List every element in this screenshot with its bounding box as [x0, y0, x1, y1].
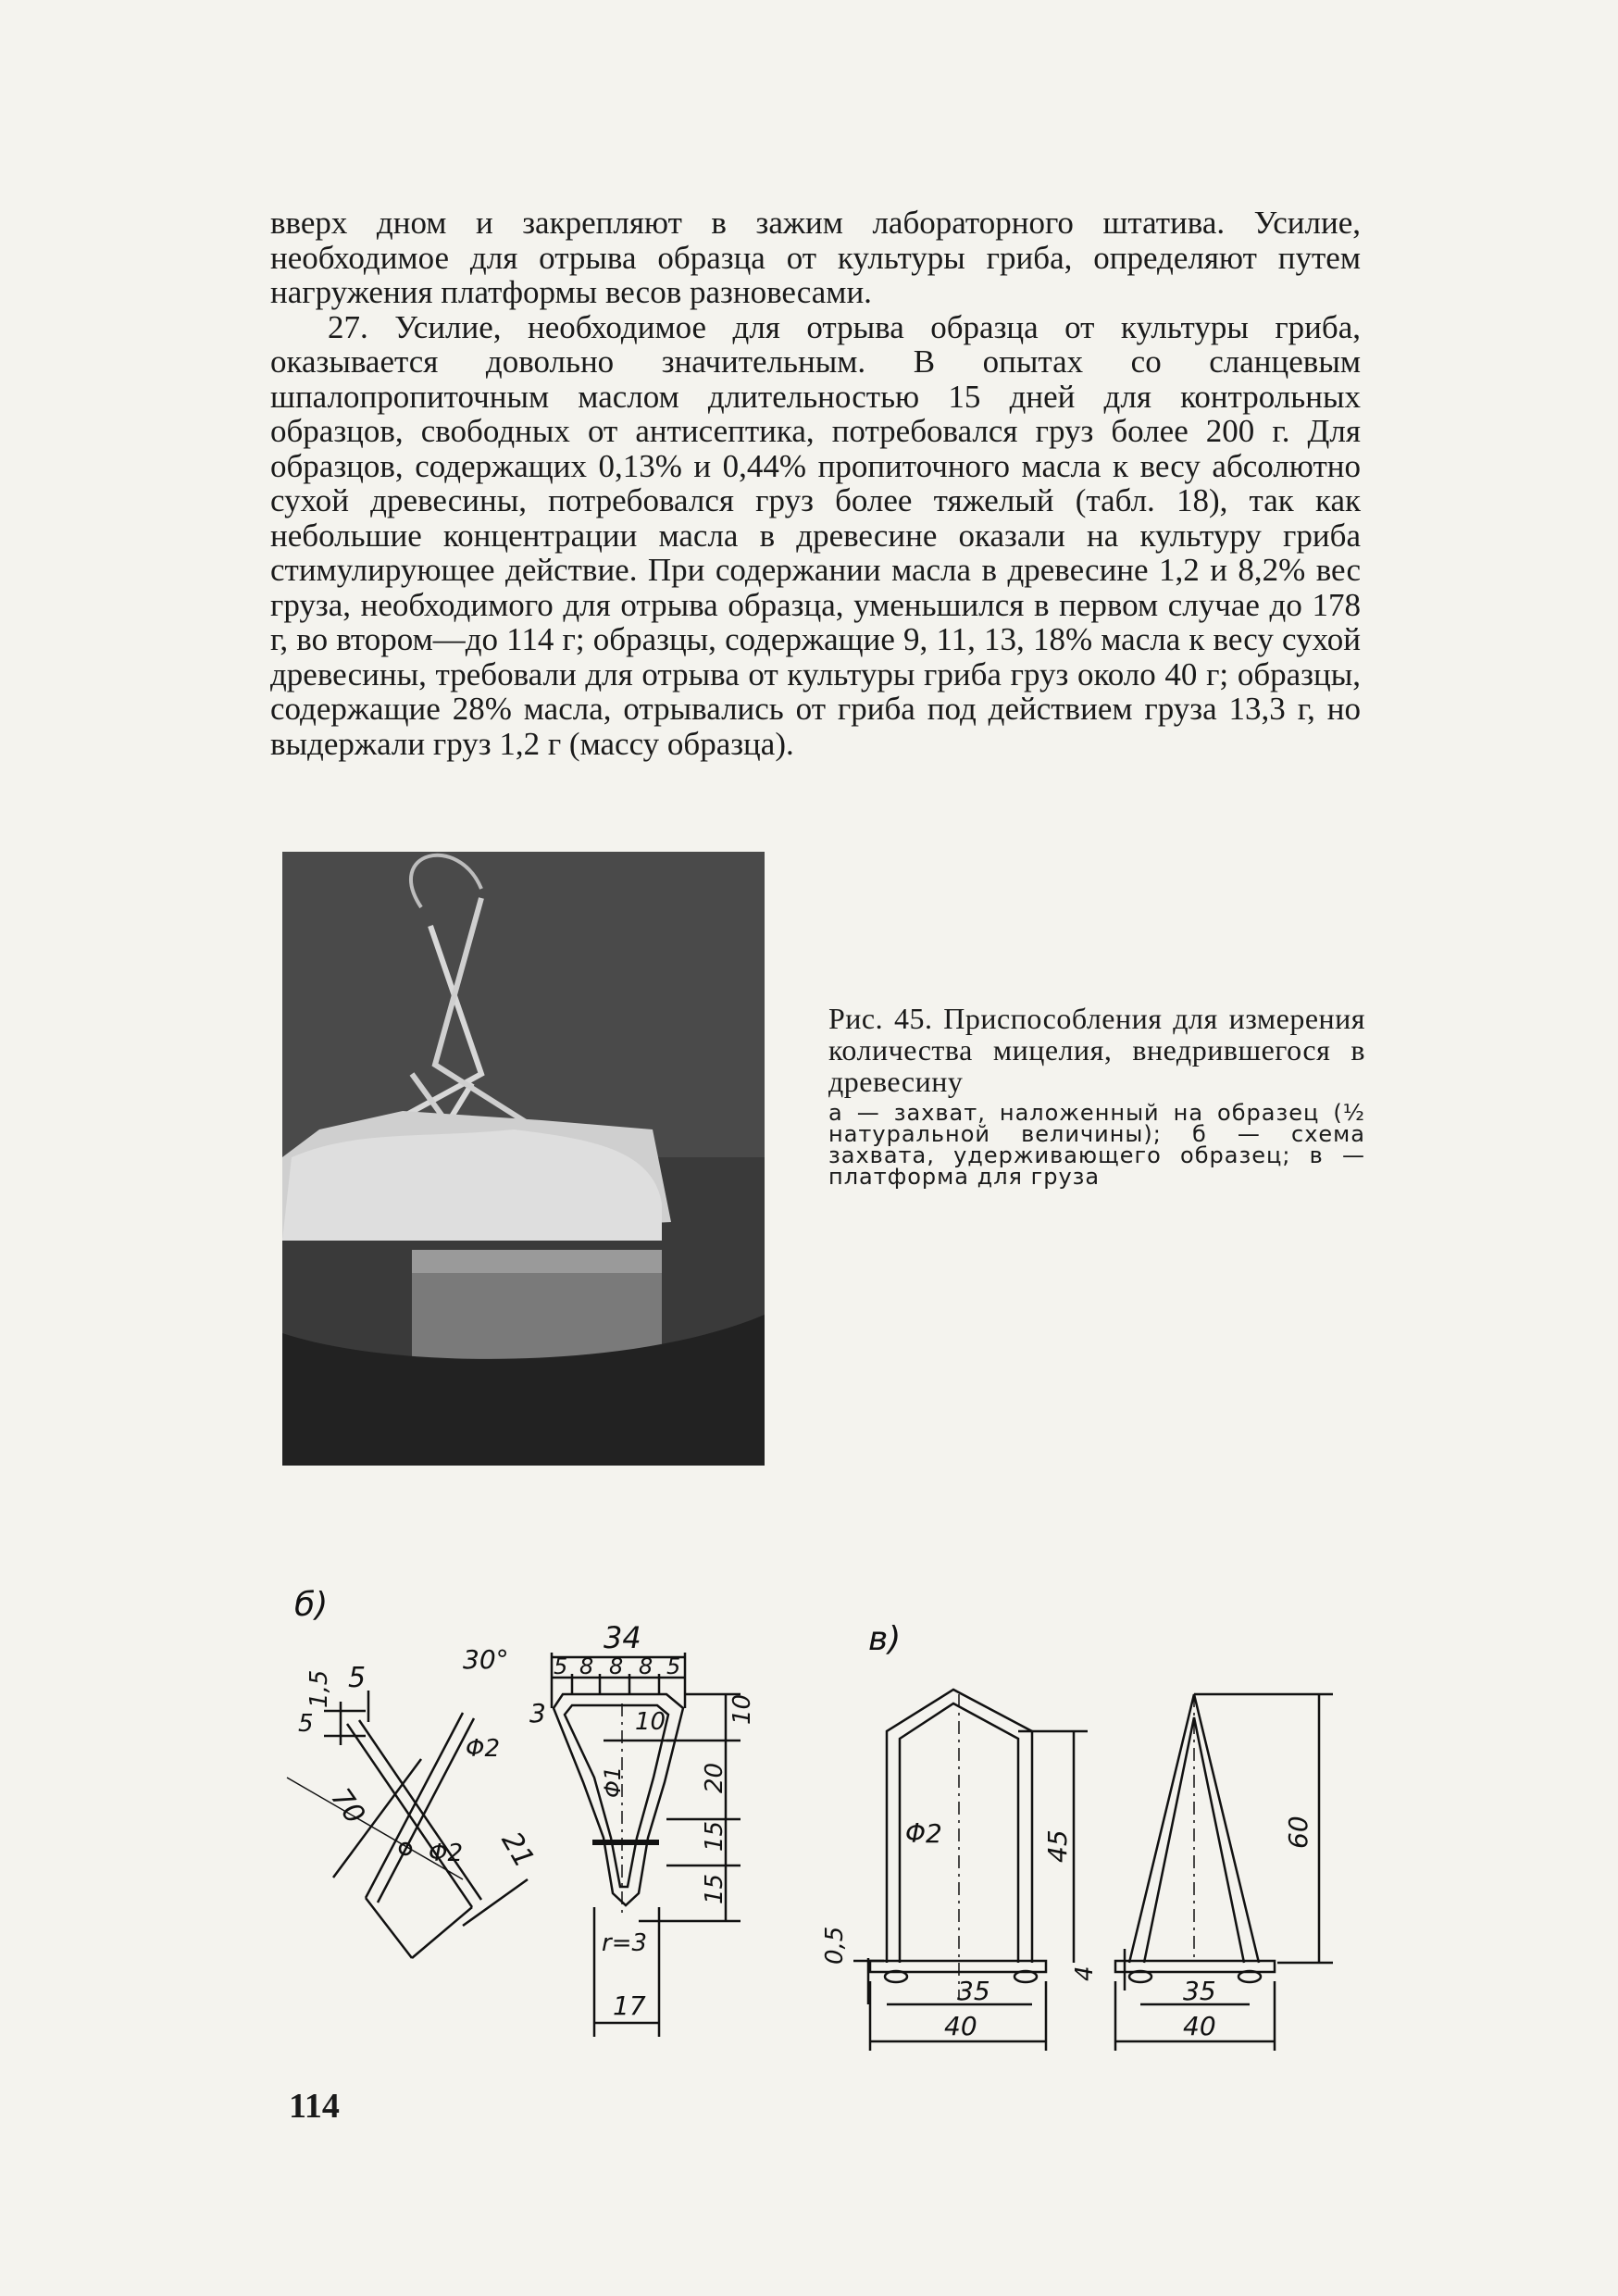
dim-label: 5	[298, 1710, 314, 1738]
dim-label: 17	[613, 1990, 646, 2021]
dim-label: Φ1	[600, 1766, 626, 1798]
dim-label: 8	[639, 1653, 653, 1679]
dim-label: 5	[554, 1653, 568, 1679]
dim-label: 4	[1071, 1965, 1099, 1981]
dim-label: 15	[701, 1873, 728, 1904]
dim-label: 21	[494, 1826, 541, 1874]
page-number: 114	[289, 2087, 340, 2126]
dim-label: 8	[609, 1653, 624, 1679]
dim-label: 0,5	[821, 1926, 849, 1965]
dim-label: 40	[1183, 2011, 1216, 2041]
dim-label: 8	[579, 1653, 594, 1679]
dim-label: 45	[1042, 1829, 1073, 1863]
dim-label: 1,5	[305, 1669, 333, 1708]
dim-label: Φ2	[466, 1735, 501, 1763]
dim-label: 5	[666, 1653, 681, 1679]
dim-label: 30°	[463, 1644, 509, 1675]
dim-label: 35	[1183, 1976, 1216, 2006]
caption-title: Рис. 45. Приспособления для измерения количества мицелия, внедрившегося в древесину	[828, 1002, 1365, 1098]
dim-label: Φ2	[905, 1818, 942, 1849]
paragraph: 27. Усилие, необходимое для отрыва образца от культуры гриба, оказывается довольно значительным. В опытах со сланцевым шпалопропиточным маслом длительностью 15 дней для контрольных образцов, свободных от антисептика, потребовался груз более 200 г. Для образцов, содержащих 0,13% и 0,44% пропиточного масла к весу абсолютно сухой древесины, потребовался груз более тяжелый (табл. 18), так как небольшие концентрации масла в древесине оказали на культуру гриба стимулирующее действие. При содержании масла в древесине 1,2 и 8,2% вес груза, необходимого для отрыва образца, уменьшился в первом случае до 178 г, во втором—до 114 г; образцы, содержащие 9, 11, 13, 18% масла к весу сухой древесины, требовали для отрыва от культуры гриба груз около 40 г; образцы, содержащие 28% масла, отрывались от гриба под действием груза 13,3 г, но выдержали груз 1,2 г (массу образца).	[270, 308, 1361, 762]
dim-label: 5	[348, 1662, 367, 1694]
dim-label: 60	[1283, 1816, 1313, 1849]
dim-label: 35	[957, 1976, 990, 2006]
dim-label: 10	[635, 1708, 666, 1736]
dim-label: 40	[944, 2011, 977, 2041]
dim-label: 10	[728, 1693, 756, 1725]
paragraph: вверх дном и закрепляют в зажим лабораторного штатива. Усилие, необходимое для отрыва образца от культуры гриба, определяют путем нагружения платформы весов разновесами.	[270, 205, 1361, 310]
dim-label: 70	[324, 1782, 371, 1830]
dim-label: 15	[701, 1820, 728, 1852]
caption-note: а — захват, наложенный на образец (½ натуральной величины); б — схема захвата, удерживающего образец; в — платформа для груза	[828, 1100, 1365, 1190]
dim-label: 34	[604, 1620, 641, 1655]
dim-label: 3	[529, 1698, 546, 1728]
dim-label: 20	[701, 1762, 728, 1793]
drawing-b-label: б)	[294, 1586, 329, 1624]
drawing-v-label: в)	[868, 1620, 902, 1658]
dim-label: r=3	[602, 1929, 648, 1957]
dim-label: Φ2	[429, 1840, 464, 1867]
